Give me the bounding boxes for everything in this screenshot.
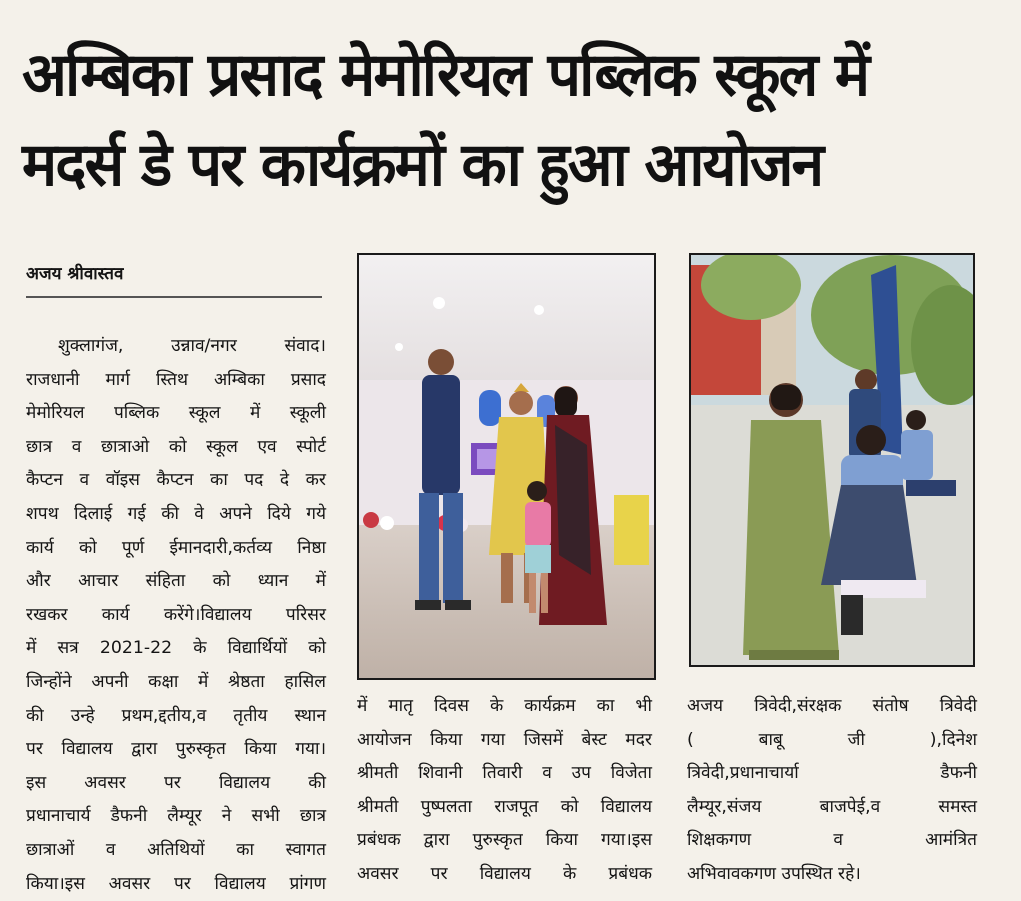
col1-line: जिन्होंने अपनी कक्षा में श्रेष्ठता हासिल xyxy=(26,666,326,700)
byline: अजय श्रीवास्तव xyxy=(26,261,322,298)
col1-line: छात्राओं व अतिथियों का स्वागत xyxy=(26,834,326,868)
award-photo-illustration xyxy=(359,255,654,678)
col1-line: शपथ दिलाई गई की वे अपने दिये गये xyxy=(26,498,326,532)
article-column-3 xyxy=(687,690,977,892)
col1-line: कैप्टन व वॉइस कैप्टन का पद दे कर xyxy=(26,464,326,498)
col1-line: राजधानी मार्ग स्तिथ अम्बिका प्रसाद xyxy=(26,364,326,398)
col3-line: ( बाबू जी ),दिनेश xyxy=(687,724,977,758)
col1-line: शुक्लागंज, उन्नाव/नगर संवाद। xyxy=(26,330,326,364)
col2-line: आयोजन किया गया जिसमें बेस्ट मदर xyxy=(357,724,652,758)
headline-line-1: अम्बिका प्रसाद मेमोरियल पब्लिक स्कूल में xyxy=(22,40,868,110)
col2-line: अवसर पर विद्यालय के प्रबंधक xyxy=(357,858,652,892)
photo-mothers-day-award xyxy=(357,253,656,680)
col1-line: की उन्हे प्रथम,द्दतीय,व तृतीय स्थान xyxy=(26,700,326,734)
article-column-2 xyxy=(357,690,652,892)
col2-line: श्रीमती शिवानी तिवारी व उप विजेता xyxy=(357,757,652,791)
col1-line: में सत्र 2021-22 के विद्यार्थियों को xyxy=(26,632,326,666)
col1-line: प्रधानाचार्य डैफनी लैम्यूर ने सभी छात्र xyxy=(26,800,326,834)
col2-line: में मातृ दिवस के कार्यक्रम का भी xyxy=(357,690,652,724)
col1-line: कार्य को पूर्ण ईमानदारी,कर्तव्य निष्ठा xyxy=(26,532,326,566)
col3-line: शिक्षकगण व आमंत्रित xyxy=(687,824,977,858)
col1-line: मेमोरियल पब्लिक स्कूल में स्कूली xyxy=(26,397,326,431)
col1-line: पर विद्यालय द्वारा पुरुस्कृत किया गया। xyxy=(26,733,326,767)
col1-line: किया।इस अवसर पर विद्यालय प्रांगण xyxy=(26,868,326,901)
article-column-1 xyxy=(26,330,326,901)
col3-line: अभिवावकगण उपस्थित रहे। xyxy=(687,858,977,892)
photo-captain-oath xyxy=(689,253,975,667)
col3-line: अजय त्रिवेदी,संरक्षक संतोष त्रिवेदी xyxy=(687,690,977,724)
col1-line: और आचार संहिता को ध्यान में xyxy=(26,565,326,599)
col3-line: त्रिवेदी,प्रधानाचार्या डैफनी xyxy=(687,757,977,791)
headline xyxy=(22,30,992,210)
headline-line-2: मदर्स डे पर कार्यक्रमों का हुआ आयोजन xyxy=(22,130,822,200)
oath-photo-illustration xyxy=(691,255,973,665)
col1-line: छात्र व छात्राओ को स्कूल एव स्पोर्ट xyxy=(26,431,326,465)
col3-line: लैम्यूर,संजय बाजपेई,व समस्त xyxy=(687,791,977,825)
col1-line: इस अवसर पर विद्यालय की xyxy=(26,767,326,801)
col2-line: प्रबंधक द्वारा पुरुस्कृत किया गया।इस xyxy=(357,824,652,858)
col1-line: रखकर कार्य करेंगे।विद्यालय परिसर xyxy=(26,599,326,633)
col2-line: श्रीमती पुष्पलता राजपूत को विद्यालय xyxy=(357,791,652,825)
